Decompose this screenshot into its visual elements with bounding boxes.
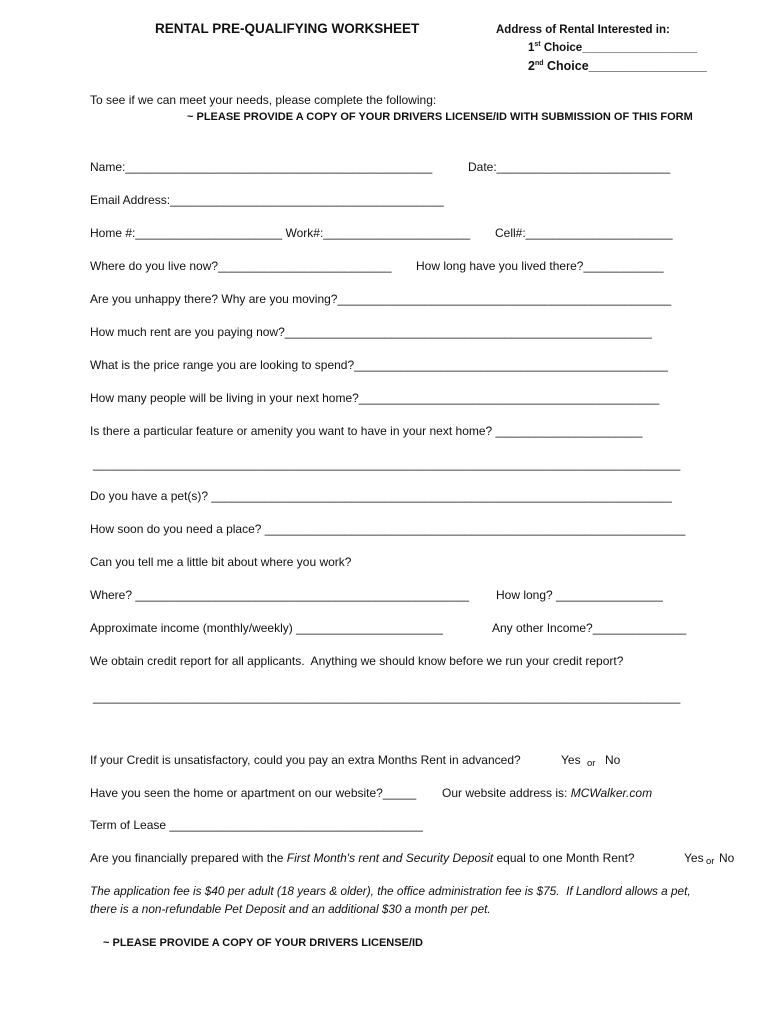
second-choice-number: 2 [528, 59, 535, 73]
other-income-field[interactable]: Any other Income?______________ [492, 621, 687, 635]
financial-prep-text-a: Are you financially prepared with the [90, 851, 287, 865]
income-field[interactable]: Approximate income (monthly/weekly) ______________________ [90, 621, 443, 635]
credit-answer-line[interactable]: ________________________________________________________________________________________ [93, 690, 681, 704]
where-live-field[interactable]: Where do you live now?__________________________ [90, 259, 392, 273]
first-choice-number: 1 [528, 42, 535, 54]
name-field[interactable]: Name:______________________________________________ [90, 160, 433, 174]
first-choice-sup: st [534, 41, 541, 48]
fee-info-line2: there is a non-refundable Pet Deposit and an additional $30 a month per pet. [90, 902, 491, 916]
extra-rent-or: or [587, 758, 596, 769]
home-work-phone-field[interactable]: Home #:______________________ Work#:______________________ [90, 226, 471, 240]
pets-field[interactable]: Do you have a pet(s)? _____________________________________________________________________ [90, 489, 672, 503]
why-moving-field[interactable]: Are you unhappy there? Why are you moving?__________________________________________________ [90, 292, 672, 306]
work-intro-text: Can you tell me a little bit about where you work? [90, 555, 352, 569]
financial-prep-question [90, 851, 635, 866]
website-seen-field[interactable]: Have you seen the home or apartment on our website?_____ [90, 786, 417, 800]
workplace-field[interactable]: Where? __________________________________________________ [90, 588, 470, 602]
feature-field[interactable]: Is there a particular feature or amenity you want to have in your next home? ______________________ [90, 424, 643, 438]
financial-prep-or: or [706, 856, 715, 867]
financial-prep-no-option[interactable]: No [719, 851, 735, 865]
first-choice-label: Choice__________________ [540, 42, 698, 54]
first-choice-field[interactable] [528, 41, 697, 56]
credit-question: We obtain credit report for all applicants. Anything we should know before we run your credit report? [90, 654, 624, 668]
license-notice-bottom: ~ PLEASE PROVIDE A COPY OF YOUR DRIVERS LICENSE/ID [103, 937, 423, 949]
financial-prep-text-c: equal to one Month Rent? [493, 851, 635, 865]
how-long-lived-field[interactable]: How long have you lived there?____________ [416, 259, 664, 273]
second-choice-label: Choice_________________ [543, 59, 707, 73]
page-title: RENTAL PRE-QUALIFYING WORKSHEET [155, 21, 420, 36]
financial-prep-yes-option[interactable]: Yes [684, 851, 704, 865]
email-field[interactable]: Email Address:_________________________________________ [90, 193, 444, 207]
date-field[interactable]: Date:__________________________ [468, 160, 671, 174]
address-label: Address of Rental Interested in: [496, 24, 670, 36]
price-range-field[interactable]: What is the price range you are looking to spend?_______________________________________________ [90, 358, 668, 372]
website-address-text [442, 786, 652, 801]
website-address-label: Our website address is: [442, 786, 571, 800]
credit-unsatisfactory-question: If your Credit is unsatisfactory, could you pay an extra Months Rent in advanced? [90, 753, 521, 767]
second-choice-field[interactable] [528, 59, 707, 74]
lease-term-field[interactable]: Term of Lease ______________________________________ [90, 818, 423, 832]
extra-rent-no-option[interactable]: No [605, 753, 621, 767]
fee-info-line1: The application fee is $40 per adult (18 years & older), the office administration fee is $75. If Landlord allows a pet, [90, 884, 691, 898]
license-notice: ~ PLEASE PROVIDE A COPY OF YOUR DRIVERS LICENSE/ID WITH SUBMISSION OF THIS FORM [187, 111, 693, 123]
second-choice-sup: nd [534, 60, 544, 67]
feature-extra-line[interactable]: ________________________________________________________________________________________ [93, 457, 681, 471]
website-address-link[interactable]: MCWalker.com [570, 786, 653, 800]
intro-text: To see if we can meet your needs, please complete the following: [90, 93, 437, 107]
occupants-field[interactable]: How many people will be living in your next home?_____________________________________________ [90, 391, 660, 405]
move-date-field[interactable]: How soon do you need a place? _______________________________________________________________ [90, 522, 686, 536]
work-duration-field[interactable]: How long? ________________ [496, 588, 663, 602]
financial-prep-text-b: First Month's rent and Security Deposit [286, 851, 494, 865]
cell-phone-field[interactable]: Cell#:______________________ [495, 226, 673, 240]
extra-rent-yes-option[interactable]: Yes [561, 753, 581, 767]
current-rent-field[interactable]: How much rent are you paying now?_______________________________________________________ [90, 325, 652, 339]
